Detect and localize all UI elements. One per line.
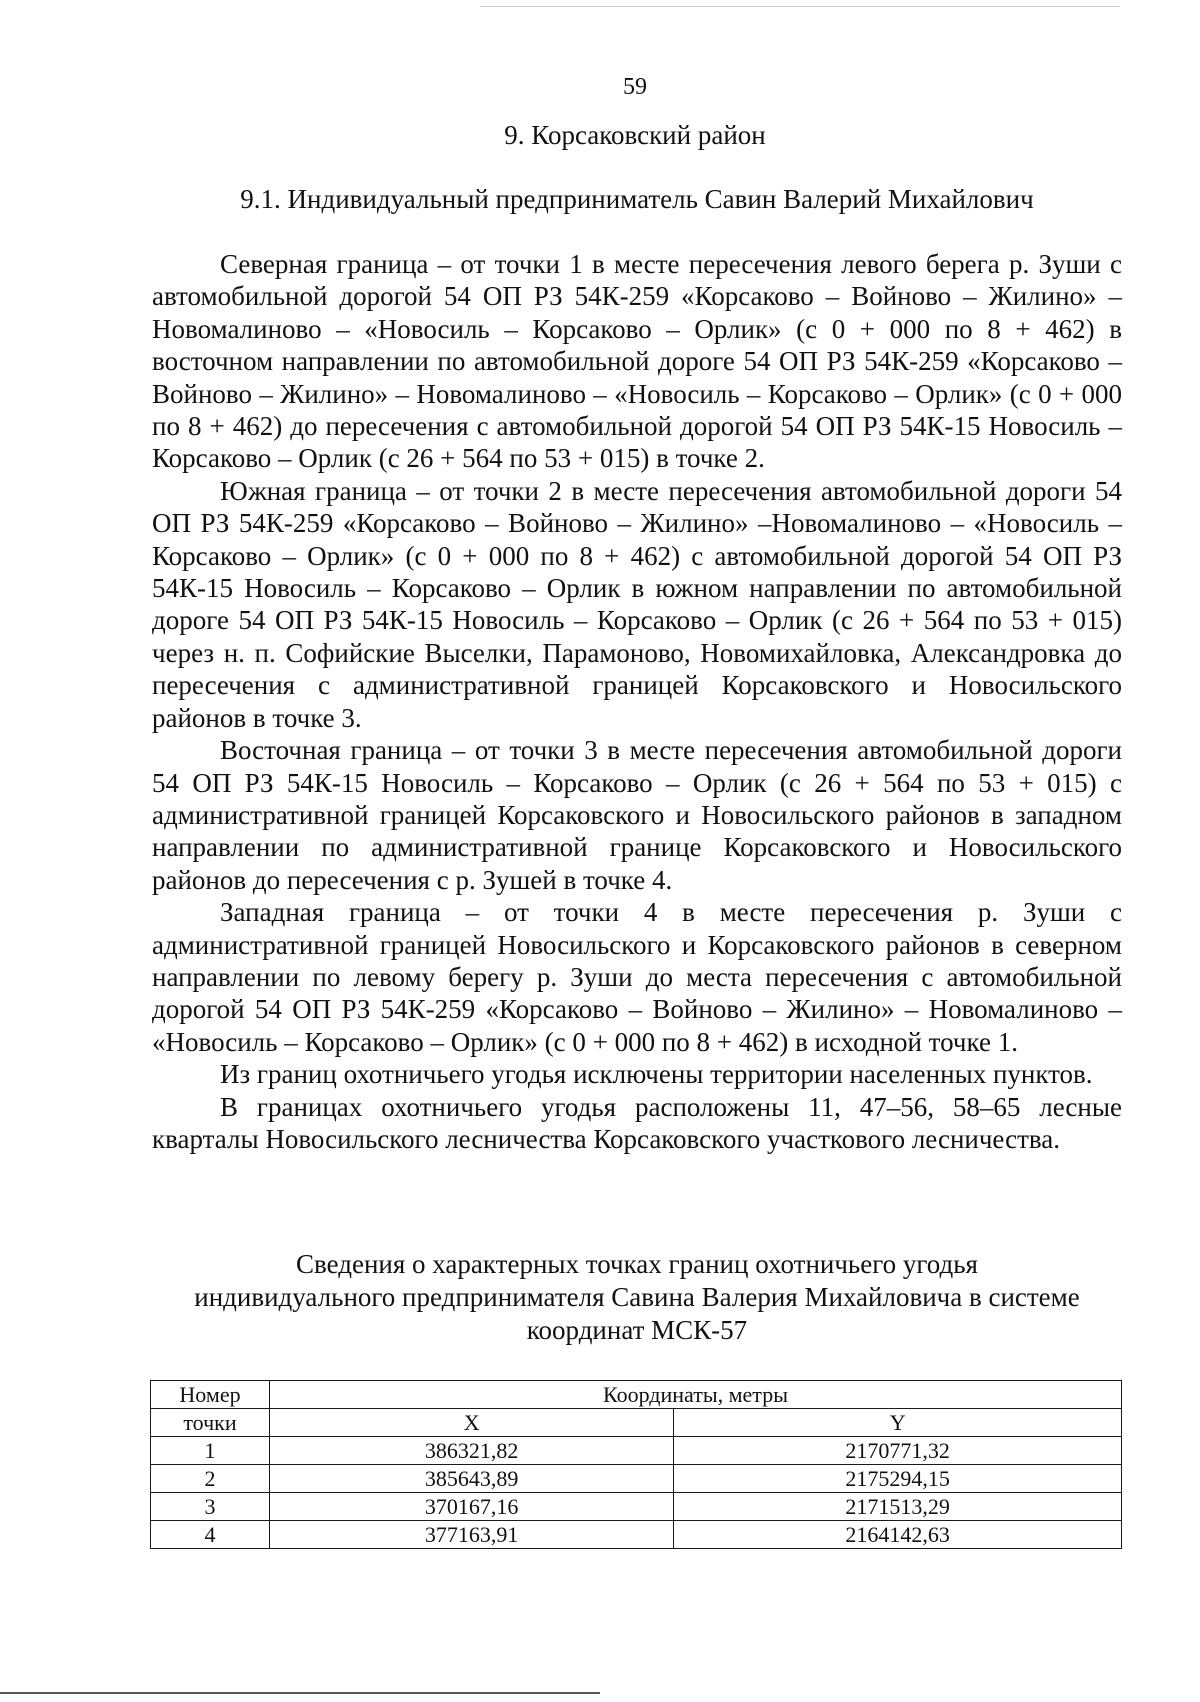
subsection-title: 9.1. Индивидуальный предприниматель Савин Валерий Михайлович xyxy=(240,184,1034,214)
cell-y: 2171513,29 xyxy=(674,1493,1122,1521)
paragraph-north-border: Северная граница – от точки 1 в месте пересечения левого берега р. Зуши с автомобильной дорогой 54 ОП РЗ 54К-259 «Корсаково – Войново – Жилино» – Новомалиново – «Новосиль – Корсаково – Орлик» (с 0 + 000 по 8 + 462) в восточном направлении по автомобильной дороге 54 ОП РЗ 54К-259 «Корсаково – Войново – Жилино» – Новомалиново – «Новосиль – Корсаково – Орлик» (с 0 + 000 по 8 + 462) до пересечения с автомобильной дорогой 54 ОП РЗ 54К-15 Новосиль – Корсаково – Орлик (с 26 + 564 по 53 + 015) в точке 2. xyxy=(152,249,1122,474)
paragraph-south-border: Южная граница – от точки 2 в месте пересечения автомобильной дороги 54 ОП РЗ 54К-259 «Корсаково – Войново – Жилино» –Новомалиново – «Новосиль – Корсаково – Орлик» (с 0 + 000 по 8 + 462) с автомобильной дорогой 54 ОП РЗ 54К-15 Новосиль – Корсаково – Орлик в южном направлении по автомобильной дороге 54 ОП РЗ 54К-15 Новосиль – Корсаково – Орлик (с 26 + 564 по 53 + 015) через н. п. Софийские Выселки, Парамоново, Новомихайловка, Александровка до пересечения с административной границей Корсаковского и Новосильского районов в точке 3. xyxy=(152,475,1122,733)
cell-x: 377163,91 xyxy=(270,1521,674,1549)
cell-x: 370167,16 xyxy=(270,1493,674,1521)
paragraph-east-border: Восточная граница – от точки 3 в месте пересечения автомобильной дороги 54 ОП РЗ 54К-15 Новосиль – Корсаково – Орлик (с 26 + 564 по 53 + 015) с административной границей Корсаковского и Новосильского районов в западном направлении по административной границе Корсаковского и Новосильского районов до пересечения с р. Зушей в точке 4. xyxy=(152,735,1122,895)
header-coordinates: Координаты, метры xyxy=(270,1381,1122,1409)
cell-y: 2164142,63 xyxy=(674,1521,1122,1549)
table-row xyxy=(151,1493,1122,1521)
cell-y: 2175294,15 xyxy=(674,1465,1122,1493)
header-y: Y xyxy=(674,1409,1122,1437)
scan-artifact-line xyxy=(480,6,1120,7)
table-row xyxy=(151,1437,1122,1465)
header-point-number: Номер xyxy=(151,1381,270,1409)
header-x: X xyxy=(270,1409,674,1437)
table-caption-line: Сведения о характерных точках границ охотничьего угодья xyxy=(296,1249,978,1279)
cell-x: 386321,82 xyxy=(270,1437,674,1465)
paragraph-forest-quarters: В границах охотничьего угодья расположены 11, 47–56, 58–65 лесные кварталы Новосильского лесничества Корсаковского участкового лесничества. xyxy=(152,1091,1122,1154)
table-caption xyxy=(152,1248,1122,1347)
body-text xyxy=(152,248,1122,1155)
cell-x: 385643,89 xyxy=(270,1465,674,1493)
cell-point: 2 xyxy=(151,1465,270,1493)
table-header-row xyxy=(151,1409,1122,1437)
paragraph-exclusions: Из границ охотничьего угодья исключены территории населенных пунктов. xyxy=(220,1059,1093,1090)
coordinates-table xyxy=(150,1380,1122,1549)
table-caption-line: координат МСК-57 xyxy=(526,1315,748,1345)
cell-y: 2170771,32 xyxy=(674,1437,1122,1465)
page-number: 59 xyxy=(623,74,647,100)
table-row xyxy=(151,1465,1122,1493)
cell-point: 4 xyxy=(151,1521,270,1549)
header-point-number-cont: точки xyxy=(151,1409,270,1437)
table-header-row xyxy=(151,1381,1122,1409)
table-row xyxy=(151,1521,1122,1549)
cell-point: 3 xyxy=(151,1493,270,1521)
section-title: 9. Корсаковский район xyxy=(504,120,766,150)
paragraph-west-border: Западная граница – от точки 4 в месте пересечения р. Зуши с административной границей Новосильского и Корсаковского районов в северном направлении по левому берегу р. Зуши до места пересечения с автомобильной дорогой 54 ОП РЗ 54К-259 «Корсаково – Войново – Жилино» – Новомалиново – «Новосиль – Корсаково – Орлик» (с 0 + 000 по 8 + 462) в исходной точке 1. xyxy=(152,897,1122,1057)
table-caption-line: индивидуального предпринимателя Савина Валерия Михайловича в системе xyxy=(194,1282,1080,1312)
scan-artifact-line xyxy=(0,1692,600,1694)
cell-point: 1 xyxy=(151,1437,270,1465)
